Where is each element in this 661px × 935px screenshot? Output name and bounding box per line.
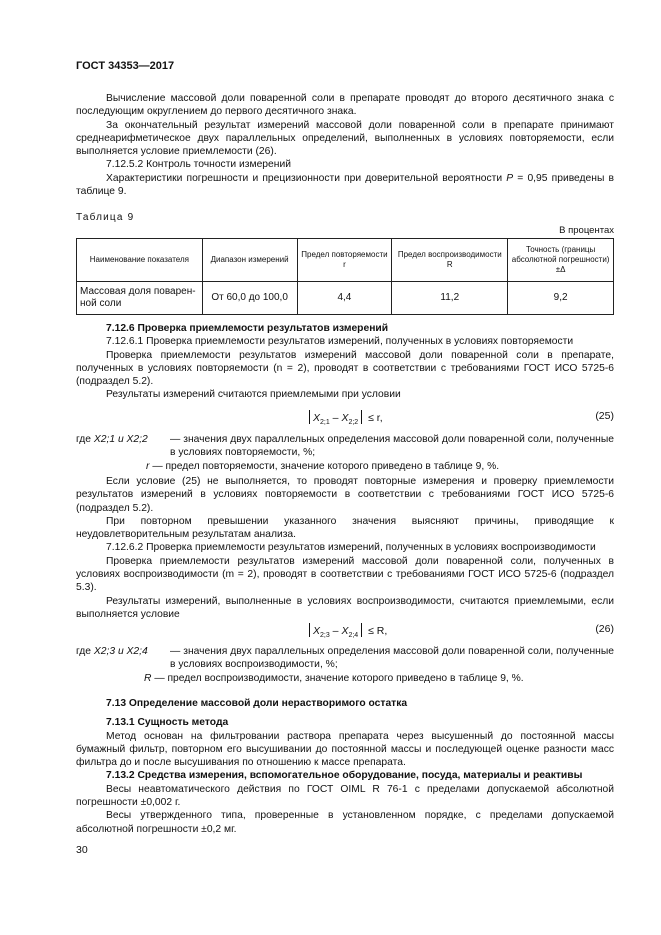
table-9 <box>76 238 614 315</box>
paragraph: Если условие (25) не выполняется, то проводят повторные измерения и проверку приемлемости результатов измерений в условиях повторяемости в соответствии с требованиями ГОСТ ИСО 5725-6 (подраздел 5.2). <box>76 476 614 514</box>
formula-26: $X_{2;3} - X_{2;4} \le R$, (26) <box>76 623 614 639</box>
paragraph: Вычисление массовой доли поваренной соли в препарате проводят до второго десятичного знака с последующим округлением до первого десятичного знака. <box>76 93 614 118</box>
paragraph: Характеристики погрешности и прецизионности при доверительной вероятности P = 0,95 приведены в таблице 9. <box>76 172 614 198</box>
legend-25: где X2;1 и X2;2 — значения двух параллельных определения массовой доли поваренной соли, полученные в условиях повторяемости, %; r — предел повторяемости, значение которого приведено в таблице 9, %. <box>76 434 614 472</box>
table-caption: Таблица 9 <box>76 212 135 223</box>
section-7-12-6 <box>76 322 614 402</box>
subsection-heading: 7.13.2 Средства измерения, вспомогательное оборудование, посуда, материалы и реактивы <box>106 770 583 782</box>
table-row <box>77 282 614 315</box>
table-header-cell: Предел повторяемости r <box>297 239 392 282</box>
paragraph: Проверка приемлемости результатов измерений массовой доли поваренной соли, полученных в условиях воспроизводимости (m = 2), проводят в соответствии с требованиями ГОСТ ИСО 5725-6 (подраздел 5.3). <box>76 555 614 594</box>
table-header-cell: Предел воспроизводимости R <box>392 239 508 282</box>
section-7-13 <box>76 697 614 836</box>
formula-25: $X_{2;1} - X_{2;2} \le r$, (25) <box>76 410 614 426</box>
table-header-cell: Наименование показателя <box>77 239 203 282</box>
paragraph: 7.12.6.1 Проверка приемлемости результатов измерений, полученных в условиях повторяемости <box>106 336 574 348</box>
subsection-heading: 7.13.1 Сущность метода <box>106 717 229 729</box>
table-unit: В процентах <box>559 225 614 236</box>
table-cell: 4,4 <box>297 282 392 315</box>
table-header-cell: Точность (границы абсолютной погрешности) ±Δ <box>508 239 614 282</box>
formula-number: (26) <box>595 623 614 635</box>
table-cell: Массовая доля поварен-ной соли <box>77 282 203 315</box>
section-heading: 7.12.6 Проверка приемлемости результатов измерений <box>106 323 389 334</box>
paragraph: Проверка приемлемости результатов измерений массовой доли поваренной соли в препарате, полученных в условиях повторяемости (n = 2), проводят в соответствии с требованиями ГОСТ ИСО 5725-6 (подраздел 5.2). <box>76 349 614 388</box>
intro-block <box>76 92 614 198</box>
paragraph: Результаты измерений считаются приемлемыми при условии <box>106 389 401 401</box>
paragraph: Результаты измерений, выполненные в условиях воспроизводимости, считаются приемлемыми, если выполняется условие <box>76 595 614 620</box>
paragraph: Весы утвержденного типа, проверенные в установленном порядке, с пределами допускаемой абсолютной погрешности ±0,2 мг. <box>76 810 614 835</box>
table-cell: От 60,0 до 100,0 <box>202 282 297 315</box>
table-header-cell: Диапазон измерений <box>202 239 297 282</box>
table-cell: 9,2 <box>508 282 614 315</box>
page-number: 30 <box>76 844 88 856</box>
paragraph: 7.12.6.2 Проверка приемлемости результатов измерений, полученных в условиях воспроизводимости <box>106 542 596 554</box>
legend-26: где X2;3 и X2;4 — значения двух параллельных определения массовой доли поваренной соли, полученные в условиях воспроизводимости, %; R — предел воспроизводимости, значение которого приведено в таблице 9, %. <box>76 646 614 684</box>
paragraph: 7.12.5.2 Контроль точности измерений <box>106 159 291 171</box>
block-2 <box>76 475 614 621</box>
section-heading: 7.13 Определение массовой доли нерастворимого остатка <box>106 698 408 709</box>
paragraph: Весы неавтоматического действия по ГОСТ OIML R 76-1 с пределами допускаемой абсолютной погрешности ±0,002 г. <box>76 783 614 809</box>
paragraph: За окончательный результат измерений массовой доли поваренной соли в препарате принимают среднеарифметическое двух параллельных определений, выполненных в условиях повторяемости, если выполняется условие приемлемости (26). <box>76 119 614 158</box>
formula-number: (25) <box>595 410 614 422</box>
standard-header: ГОСТ 34353—2017 <box>76 60 175 72</box>
paragraph: При повторном превышении указанного значения выясняют причины, приводящие к неудовлетворительным результатам анализа. <box>76 515 614 541</box>
paragraph: Метод основан на фильтровании раствора препарата через высушенный до постоянной массы бумажный фильтр, повторном его высушивании до постоянной массы и последующей оценке разности масс фильтра до и после высушивания по отношению к массе препарата. <box>76 730 614 769</box>
table-cell: 11,2 <box>392 282 508 315</box>
table-header-row <box>77 239 614 282</box>
